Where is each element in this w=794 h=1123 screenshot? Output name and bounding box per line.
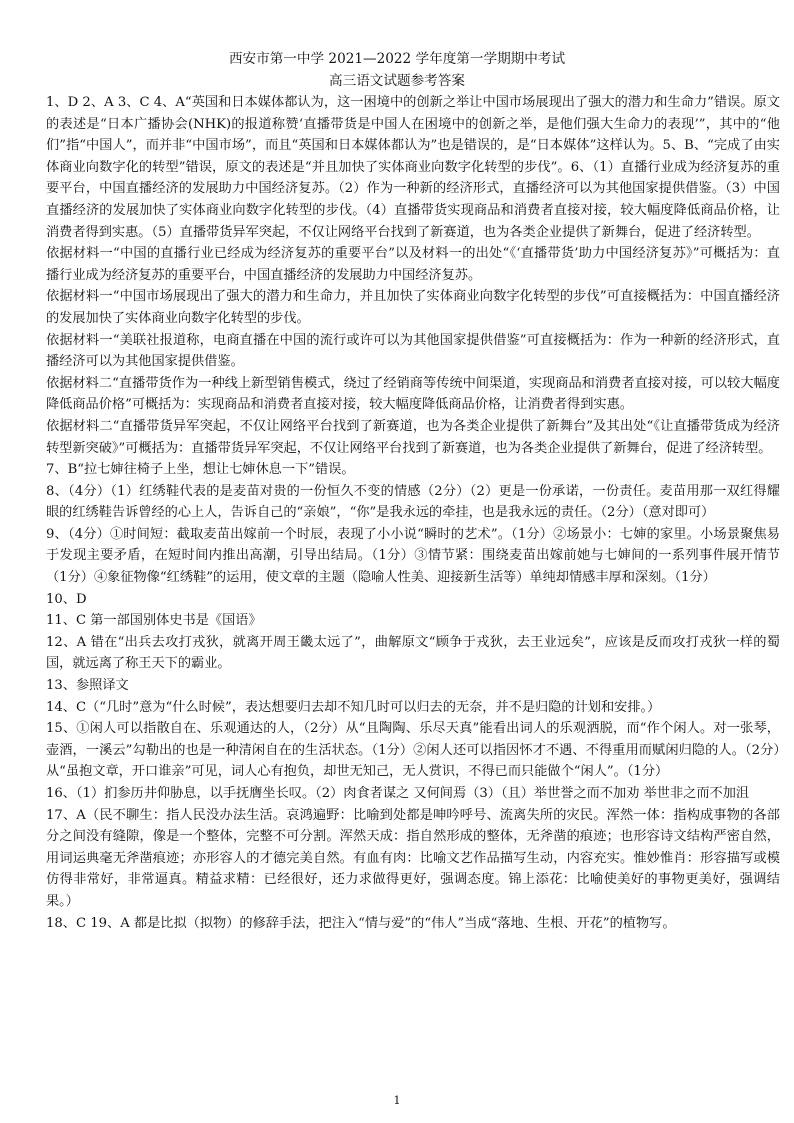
answer-paragraph: 10、D <box>46 591 87 607</box>
answer-paragraph: 13、参照译文 <box>46 678 129 694</box>
answer-paragraph: 15、①闲人可以指散自在、乐观通达的人，（2分）从“且陶陶、乐尽天真”能看出词人的乐观洒脱，而“作个闲人。对一张琴，壶酒，一溪云”勾勒出的也是一种清闲自在的生活状态。（1分）②闲人还可以指因怀才不遇、不得重用而赋闲归隐的人。（2分）从“虽抱文章，开口谁亲”可见，词人心有抱负，却世无知己，无人赏识，不得已而只能做个“闲人”。（1分） <box>46 721 780 780</box>
answer-paragraph: 18、C 19、A 都是比拟（拟物）的修辞手法，把注入“情与爱”的“伟人”当成“落地、生根、开花”的植物写。 <box>46 915 676 931</box>
answer-paragraph: 依据材料一“美联社报道称，电商直播在中国的流行或许可以为其他国家提供借鉴”可直接概括为：作为一种新的经济形式，直播经济可以为其他国家提供借鉴。 <box>46 332 780 370</box>
answer-paragraph: 依据材料一“中国市场展现出了强大的潜力和生命力，并且加快了实体商业向数字化转型的步伐”可直接概括为：中国直播经济的发展加快了实体商业向数字化转型的步伐。 <box>46 289 780 326</box>
answer-paragraph: 依据材料一“中国的直播行业已经成为经济复苏的重要平台”以及材料一的出处“《‘直播带货’助力中国经济复苏》”可概括为：直播行业成为经济复苏的重要平台，中国直播经济的发展助力中国经济复苏。 <box>46 246 780 283</box>
answer-body <box>46 92 780 934</box>
answer-paragraph: 11、C 第一部国别体史书是《国语》 <box>46 613 262 629</box>
answer-paragraph: 14、C（“几时”意为“什么时候”，表达想要归去却不知几时可以归去的无奈，并不是归隐的计划和安排。） <box>46 699 661 715</box>
answer-paragraph: 1、D 2、A 3、C 4、A“英国和日本媒体都认为，这一困境中的创新之举让中国市场展现出了强大的潜力和生命力”错误。原文的表述是“日本广播协会(NHK)的报道称赞‘直播带货是中国人在困境中的创新之举，是他们强大生命力的表现’”，其中的“他们”指“中国人”，而并非“中国市场”，而且“英国和日本媒体都认为”也是错误的，是“日本媒体”这样认为。5、B、“完成了由实体商业向数字化的转型”错误，原文的表述是“并且加快了实体商业向数字化转型的步伐”。6、（1）直播行业成为经济复苏的重要平台，中国直播经济的发展助力中国经济复苏。（2）作为一种新的经济形式，直播经济可以为其他国家提供借鉴。（3）中国直播经济的发展加快了实体商业向数字化转型的步伐。（4）直播带货实现商品和消费者直接对接，较大幅度降低商品价格，让消费者得到实惠。（5）直播带货异军突起，不仅让网络平台找到了新赛道，也为各类企业提供了新舞台，促进了经济转型。 <box>46 95 780 240</box>
answer-paragraph: 依据材料二“直播带货异军突起，不仅让网络平台找到了新赛道，也为各类企业提供了新舞台”及其出处“《让直播带货成为经济转型新突破》”可概括为：直播带货异军突起，不仅让网络平台找到了新赛道，也为各类企业提供了新舞台，促进了经济转型。 <box>46 418 780 456</box>
answer-paragraph: 16、（1）扪参历井仰胁息，以手抚膺坐长叹。（2）肉食者谋之 又何间焉（3）（且）举世誉之而不加劝 举世非之而不加沮 <box>46 786 750 801</box>
answer-paragraph: 17、A（民不聊生：指人民没办法生活。哀鸿遍野：比喻到处都是呻吟呼号、流离失所的灾民。浑然一体：指构成事物的各部分之间没有缝隙，像是一个整体，完整不可分割。浑然天成：指自然形成的整体，无斧凿的痕迹；也形容诗文结构严密自然，用词运典毫无斧凿痕迹；亦形容人的才德完美自然。有血有肉：比喻文艺作品描写生动，内容充实。惟妙惟肖：形容描写或模仿得非常好，非常逼真。精益求精：已经很好，还力求做得更好，强调态度。锦上添花：比喻使美好的事物更美好，强调结果。） <box>46 807 780 909</box>
document-subtitle: 高三语文试题参考答案 <box>329 73 465 89</box>
page-number: 1 <box>393 1094 401 1107</box>
answer-paragraph: 7、B“拉七婶往椅子上坐，想让七婶休息一下”错误。 <box>46 462 355 478</box>
answer-paragraph: 8、（4分）（1）红绣鞋代表的是麦苗对贵的一份恒久不变的情感（2分）（2）更是一份承诺，一份责任。麦苗用那一双红得耀眼的红绣鞋告诉曾经的心上人，告诉自己的“亲娘”，“你”是我永远的牵挂，也是我永远的责任。（2分）（意对即可） <box>46 483 780 521</box>
answer-paragraph: 依据材料二“直播带货作为一种线上新型销售模式，绕过了经销商等传统中间渠道，实现商品和消费者直接对接，可以较大幅度降低商品价格”可概括为：实现商品和消费者直接对接，较大幅度降低商品价格，让消费者得到实惠。 <box>46 375 780 413</box>
document-title: 西安市第一中学 2021—2022 学年度第一学期期中考试 <box>228 51 566 67</box>
answer-paragraph: 12、A 错在“出兵去攻打戎狄，就离开周王畿太远了”，曲解原文“顾争于戎狄，去王业远矣”，应该是反而攻打戎狄一样的蜀国，就远离了称王天下的霸业。 <box>46 634 780 672</box>
answer-paragraph: 9、（4分）①时间短：截取麦苗出嫁前一个时辰，表现了小小说“瞬时的艺术”。（1分）②场景小：七婶的家里。小场景聚焦易于发现主要矛盾，在短时间内推出高潮，引导出结局。（1分）③情节紧：围绕麦苗出嫁前她与七婶间的一系列事件展开情节（1分）④象征物像“红绣鞋”的运用，使文章的主题（隐喻人性美、迎接新生活等）单纯却情感丰厚和深刻。（1分） <box>46 526 780 586</box>
